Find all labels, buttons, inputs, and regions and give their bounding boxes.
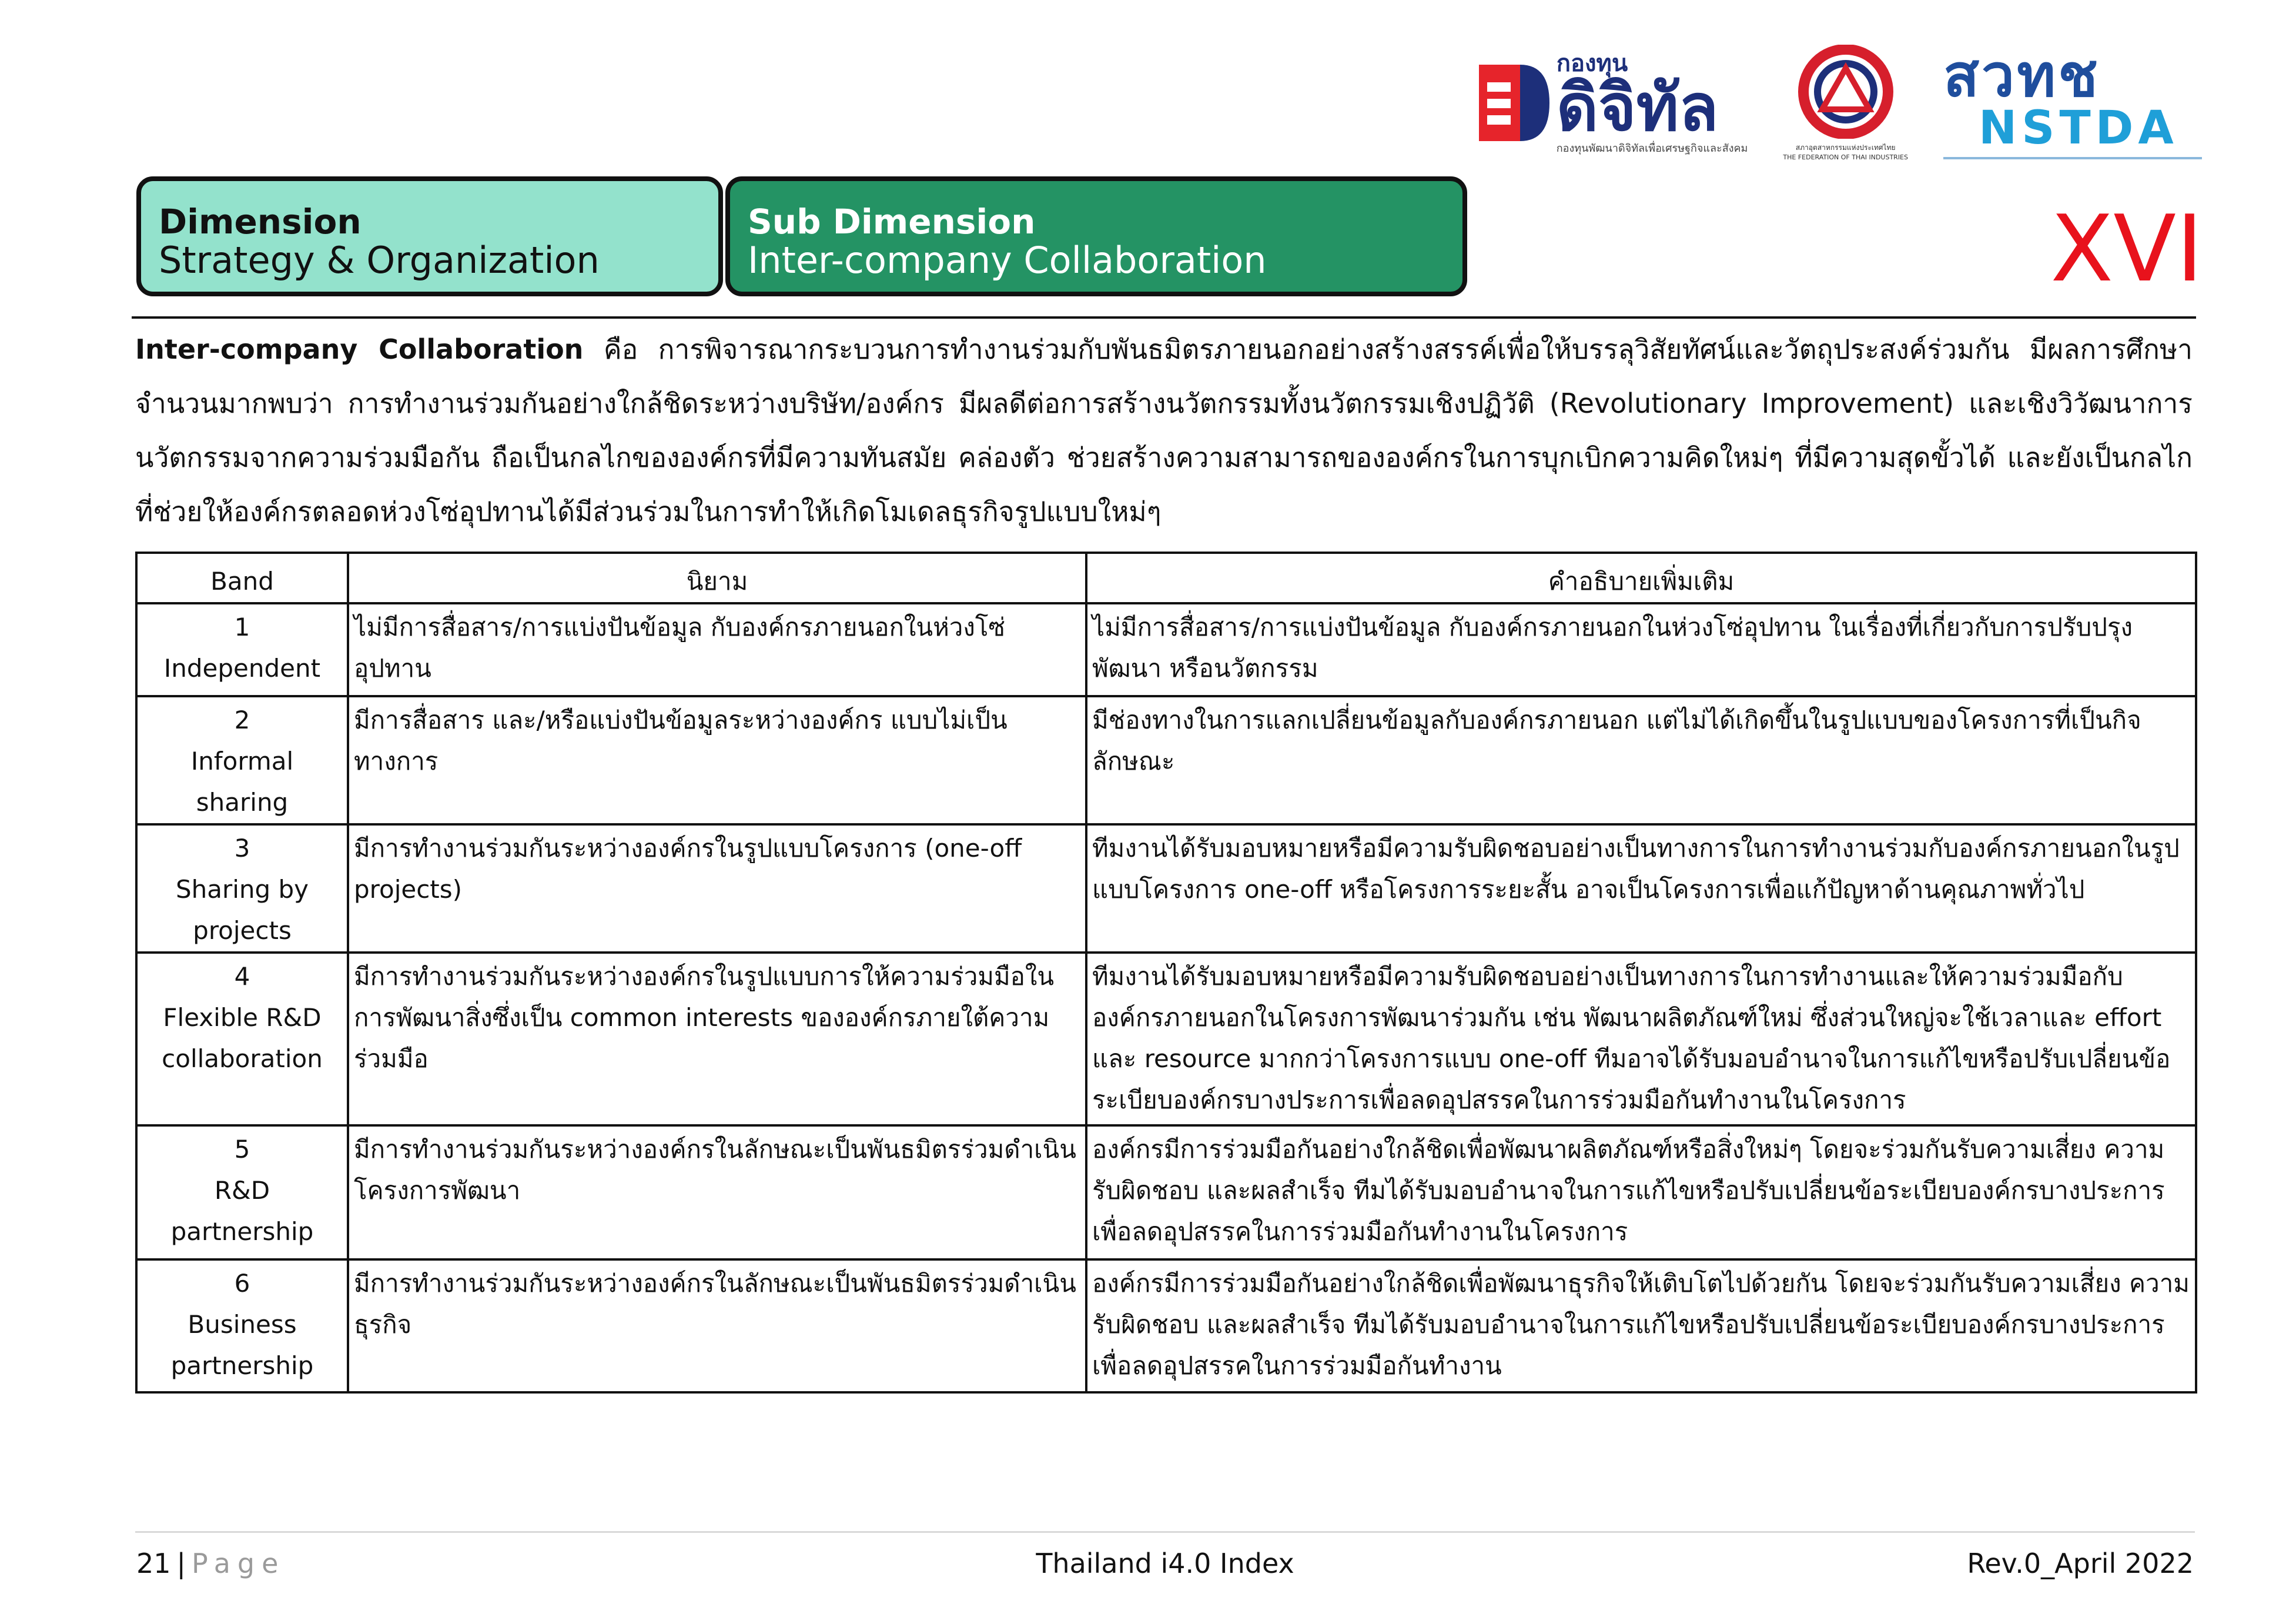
dimension-value: Strategy & Organization [159,239,600,282]
section-roman-numeral: XVI [2050,195,2203,302]
band-number: 4 [234,962,250,991]
band-name: Flexible R&D collaboration [162,1003,323,1073]
band-cell [136,824,348,953]
depa-d-icon [1479,59,1549,147]
depa-logo [1479,52,1748,154]
band-number: 3 [234,834,250,863]
band-cell [136,603,348,696]
band-number: 5 [234,1135,250,1164]
footer-revision: Rev.0_April 2022 [1967,1548,2194,1579]
sub-dimension-value: Inter-company Collaboration [748,239,1267,282]
table-row [136,824,2196,953]
header-definition: นิยาม [348,553,1086,603]
fti-emblem-icon [1793,45,1899,139]
page-word: Page [192,1548,286,1579]
depa-caption: กองทุนพัฒนาดิจิทัลเพื่อเศรษฐกิจและสังคม [1556,142,1748,155]
description-cell: องค์กรมีการร่วมมือกันอย่างใกล้ชิดเพื่อพัฒนาธุรกิจให้เติบโตไปด้วยกัน โดยจะร่วมกันรับความเสี่ยง ความรับผิดชอบ และผลสำเร็จ ทีมได้รับมอบอำนาจในการแก้ไขหรือปรับเปลี่ยนข้อระเบียบองค์กรบางประการเพื่อลดอุปสรรคในการร่วมมือกันทำงาน [1086,1259,2196,1392]
nstda-eng-text: NSTDA [1979,102,2178,155]
page-footer [136,1543,2194,1584]
band-cell [136,696,348,824]
definition-cell: มีการทำงานร่วมกันระหว่างองค์กรในลักษณะเป็นพันธมิตรร่วมดำเนินธุรกิจ [348,1259,1086,1392]
description-cell: ทีมงานได้รับมอบหมายหรือมีความรับผิดชอบอย่างเป็นทางการในการทำงานร่วมกับองค์กรภายนอกในรูปแบบโครงการ one-off หรือโครงการระยะสั้น อาจเป็นโครงการเพื่อแก้ปัญหาด้านคุณภาพทั่วไป [1086,824,2196,953]
band-number: 1 [234,613,250,641]
band-name: Business partnership [170,1310,314,1380]
table-row [136,953,2196,1125]
table-row [136,696,2196,824]
definition-cell: มีการสื่อสาร และ/หรือแบ่งปันข้อมูลระหว่างองค์กร แบบไม่เป็นทางการ [348,696,1086,824]
header-divider [132,316,2196,319]
table-row [136,1125,2196,1259]
intro-term: Inter-company Collaboration [135,333,584,365]
description-cell: มีช่องทางในการแลกเปลี่ยนข้อมูลกับองค์กรภายนอก แต่ไม่ได้เกิดขึ้นในรูปแบบของโครงการที่เป็นกิจลักษณะ [1086,696,2196,824]
dimension-title: Dimension [159,202,362,242]
page-number: 21 [136,1548,171,1579]
band-table [135,552,2197,1394]
definition-cell: มีการทำงานร่วมกันระหว่างองค์กรในรูปแบบการให้ความร่วมมือในการพัฒนาสิ่งซึ่งเป็น common interests ขององค์กรภายใต้ความร่วมมือ [348,953,1086,1125]
depa-top-text: กองทุน [1556,50,1628,77]
description-cell: องค์กรมีการร่วมมือกันอย่างใกล้ชิดเพื่อพัฒนาผลิตภัณฑ์หรือสิ่งใหม่ๆ โดยจะร่วมกันรับความเสี่ยง ความรับผิดชอบ และผลสำเร็จ ทีมได้รับมอบอำนาจในการแก้ไขหรือปรับเปลี่ยนข้อระเบียบองค์กรบางประการเพื่อลดอุปสรรคในการร่วมมือกันทำงานในโครงการ [1086,1125,2196,1259]
intro-paragraph [135,322,2193,539]
header-band: Band [136,553,348,603]
footer-document-title: Thailand i4.0 Index [1036,1548,1294,1579]
nstda-logo [1943,41,2202,159]
band-cell [136,953,348,1125]
description-cell: ทีมงานได้รับมอบหมายหรือมีความรับผิดชอบอย่างเป็นทางการในการทำงานและให้ความร่วมมือกับองค์กรภายนอกในโครงการพัฒนาร่วมกัน เช่น พัฒนาผลิตภัณฑ์ใหม่ ซึ่งส่วนใหญ่จะใช้เวลาและ effort และ resource มากกว่าโครงการแบบ one-off ทีมอาจได้รับมอบอำนาจในการแก้ไขหรือปรับเปลี่ยนข้อระเบียบองค์กรบางประการเพื่อลดอุปสรรคในการร่วมมือกันทำงานในโครงการ [1086,953,2196,1125]
dimension-box [136,176,723,296]
footer-divider [135,1531,2195,1533]
depa-main-text: ดิจิทัล [1556,70,1719,145]
band-name: Independent [163,654,321,683]
sub-dimension-title: Sub Dimension [748,202,1036,242]
band-cell [136,1259,348,1392]
fti-name-thai: สภาอุตสาหกรรมแห่งประเทศไทย [1795,143,1896,152]
nstda-underline [1943,157,2202,159]
header-description: คำอธิบายเพิ่มเติม [1086,553,2196,603]
definition-cell: ไม่มีการสื่อสาร/การแบ่งปันข้อมูล กับองค์กรภายนอกในห่วงโซ่อุปทาน [348,603,1086,696]
band-number: 2 [234,706,250,734]
table-row [136,1259,2196,1392]
band-name: Sharing by projects [175,875,309,945]
table-row [136,603,2196,696]
fti-logo [1783,45,1908,161]
nstda-thai-text: สวทช [1943,41,2100,110]
description-cell: ไม่มีการสื่อสาร/การแบ่งปันข้อมูล กับองค์กรภายนอกในห่วงโซ่อุปทาน ในเรื่องที่เกี่ยวกับการปรับปรุง พัฒนา หรือนวัตกรรม [1086,603,2196,696]
header-logos [1479,41,2202,165]
band-name: R&D partnership [170,1176,314,1246]
page-separator: | [176,1548,186,1579]
intro-text: คือ การพิจารณากระบวนการทำงานร่วมกับพันธมิตรภายนอกอย่างสร้างสรรค์เพื่อให้บรรลุวิสัยทัศน์และวัตถุประสงค์ร่วมกัน มีผลการศึกษาจำนวนมากพบว่า การทำงานร่วมกันอย่างใกล้ชิดระหว่างบริษัท/องค์กร มีผลดีต่อการสร้างนวัตกรรมทั้งนวัตกรรมเชิงปฏิวัติ (Revolutionary Improvement) และเชิงวิวัฒนาการ นวัตกรรมจากความร่วมมือกัน ถือเป็นกลไกขององค์กรที่มีความทันสมัย คล่องตัว ช่วยสร้างความสามารถขององค์กรในการบุกเบิกความคิดใหม่ๆ ที่มีความสุดขั้วได้ และยังเป็นกลไกที่ช่วยให้องค์กรตลอดห่วงโซ่อุปทานได้มีส่วนร่วมในการทำให้เกิดโมเดลธุรกิจรูปแบบใหม่ๆ [135,333,2193,527]
table-header-row [136,553,2196,603]
definition-cell: มีการทำงานร่วมกันระหว่างองค์กรในลักษณะเป็นพันธมิตรร่วมดำเนินโครงการพัฒนา [348,1125,1086,1259]
sub-dimension-box [725,176,1467,296]
band-cell [136,1125,348,1259]
fti-name-english: THE FEDERATION OF THAI INDUSTRIES [1783,153,1908,161]
band-name: Informal sharing [190,747,294,817]
definition-cell: มีการทำงานร่วมกันระหว่างองค์กรในรูปแบบโครงการ (one-off projects) [348,824,1086,953]
band-number: 6 [234,1269,250,1298]
